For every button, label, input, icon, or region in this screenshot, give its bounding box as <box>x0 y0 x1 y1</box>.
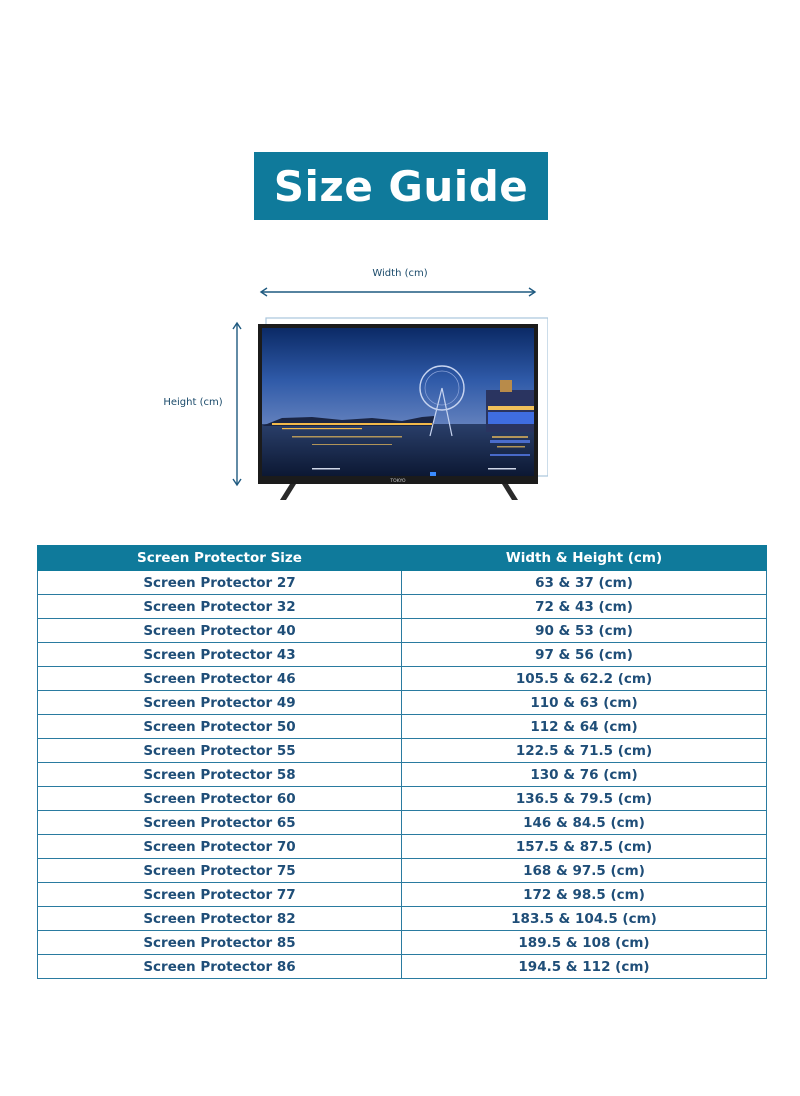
size-cell: Screen Protector 86 <box>38 955 402 979</box>
size-cell: Screen Protector 58 <box>38 763 402 787</box>
height-arrow-icon <box>231 320 243 488</box>
dimension-cell: 189.5 & 108 (cm) <box>402 931 767 955</box>
table-row <box>38 907 767 931</box>
table-row <box>38 571 767 595</box>
table-row <box>38 595 767 619</box>
table-row <box>38 643 767 667</box>
size-cell: Screen Protector 65 <box>38 811 402 835</box>
size-cell: Screen Protector 70 <box>38 835 402 859</box>
size-cell: Screen Protector 85 <box>38 931 402 955</box>
dimension-cell: 63 & 37 (cm) <box>402 571 767 595</box>
dimension-cell: 157.5 & 87.5 (cm) <box>402 835 767 859</box>
table-row <box>38 859 767 883</box>
table-row <box>38 931 767 955</box>
size-cell: Screen Protector 43 <box>38 643 402 667</box>
dimension-cell: 194.5 & 112 (cm) <box>402 955 767 979</box>
size-table <box>37 545 767 979</box>
table-row <box>38 883 767 907</box>
dimension-cell: 130 & 76 (cm) <box>402 763 767 787</box>
table-row <box>38 691 767 715</box>
page-title: Size Guide <box>254 152 548 220</box>
table-row <box>38 619 767 643</box>
size-cell: Screen Protector 50 <box>38 715 402 739</box>
size-cell: Screen Protector 46 <box>38 667 402 691</box>
size-cell: Screen Protector 49 <box>38 691 402 715</box>
table-row <box>38 835 767 859</box>
tv-brand-label: TOKYO <box>390 479 406 484</box>
width-label: Width (cm) <box>372 268 428 279</box>
column-header-size: Screen Protector Size <box>38 546 402 571</box>
table-row <box>38 955 767 979</box>
dimension-cell: 122.5 & 71.5 (cm) <box>402 739 767 763</box>
size-cell: Screen Protector 27 <box>38 571 402 595</box>
dimension-cell: 183.5 & 104.5 (cm) <box>402 907 767 931</box>
dimension-cell: 112 & 64 (cm) <box>402 715 767 739</box>
width-arrow-icon <box>258 286 538 298</box>
dimension-cell: 90 & 53 (cm) <box>402 619 767 643</box>
tv-illustration <box>252 314 548 504</box>
dimension-cell: 146 & 84.5 (cm) <box>402 811 767 835</box>
dimension-cell: 136.5 & 79.5 (cm) <box>402 787 767 811</box>
size-cell: Screen Protector 40 <box>38 619 402 643</box>
table-header-row <box>38 546 767 571</box>
column-header-dimensions: Width & Height (cm) <box>402 546 767 571</box>
size-cell: Screen Protector 60 <box>38 787 402 811</box>
size-cell: Screen Protector 82 <box>38 907 402 931</box>
table-row <box>38 667 767 691</box>
dimension-cell: 168 & 97.5 (cm) <box>402 859 767 883</box>
dimension-cell: 110 & 63 (cm) <box>402 691 767 715</box>
table-row <box>38 811 767 835</box>
dimension-cell: 97 & 56 (cm) <box>402 643 767 667</box>
size-cell: Screen Protector 32 <box>38 595 402 619</box>
table-row <box>38 763 767 787</box>
size-cell: Screen Protector 77 <box>38 883 402 907</box>
dimension-cell: 72 & 43 (cm) <box>402 595 767 619</box>
size-cell: Screen Protector 75 <box>38 859 402 883</box>
height-label: Height (cm) <box>163 397 223 408</box>
table-row <box>38 715 767 739</box>
table-row <box>38 787 767 811</box>
table-row <box>38 739 767 763</box>
size-cell: Screen Protector 55 <box>38 739 402 763</box>
dimension-cell: 172 & 98.5 (cm) <box>402 883 767 907</box>
dimension-cell: 105.5 & 62.2 (cm) <box>402 667 767 691</box>
